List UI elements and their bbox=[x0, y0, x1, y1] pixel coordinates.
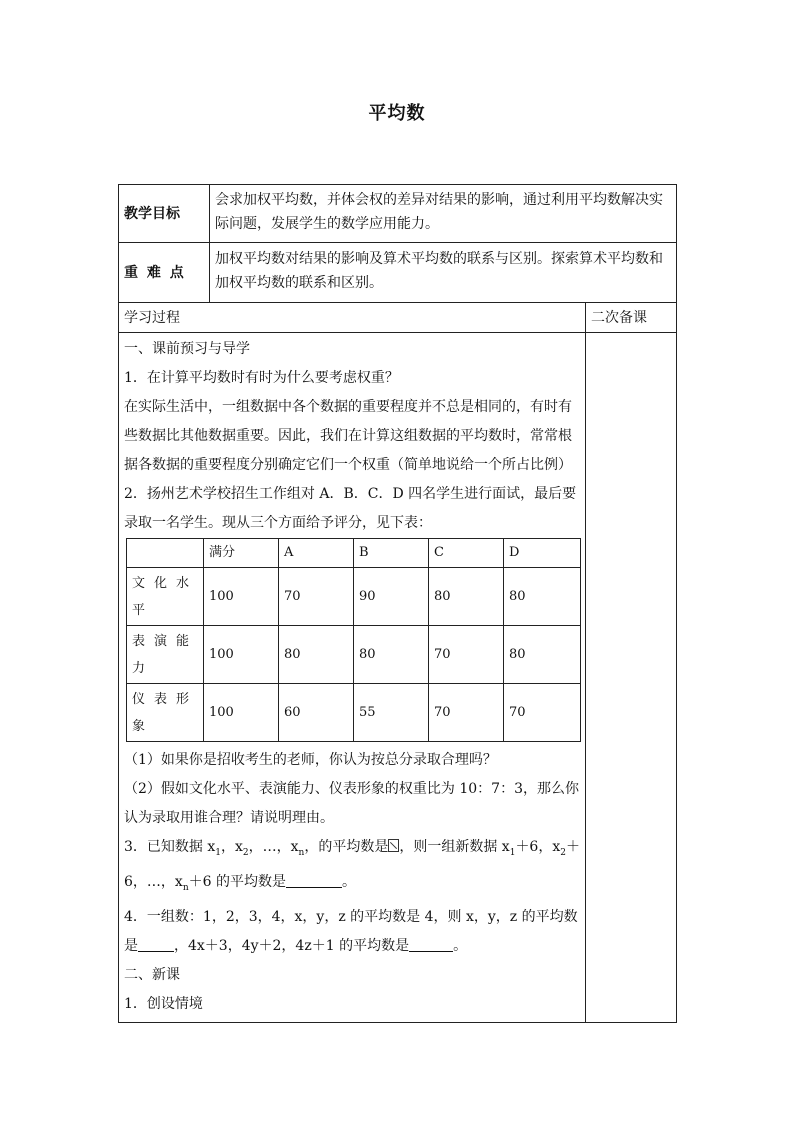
table-cell: 80 bbox=[354, 626, 429, 684]
question-3 bbox=[124, 833, 580, 903]
page-title: 平均数 bbox=[368, 103, 426, 124]
header-cell: 满分 bbox=[204, 539, 279, 568]
process-content-row bbox=[119, 333, 677, 1023]
score-table-header bbox=[127, 539, 581, 568]
row-label: 文化水平 bbox=[127, 568, 204, 626]
table-row bbox=[127, 568, 581, 626]
header-cell: C bbox=[429, 539, 504, 568]
q3-sub: 1 bbox=[215, 847, 221, 858]
section-heading: 二、新课 bbox=[124, 966, 180, 983]
row-label: 仪表形象 bbox=[127, 684, 204, 742]
q3-text: ，的平均数是 bbox=[304, 839, 389, 855]
section-heading: 一、课前预习与导学 bbox=[124, 341, 250, 357]
answer-blank bbox=[138, 937, 174, 952]
q3-text: ＋6，…，x bbox=[124, 839, 580, 890]
table-cell: 100 bbox=[204, 568, 279, 626]
q3-sub: n bbox=[182, 882, 189, 893]
score-table bbox=[126, 538, 581, 742]
question-1: 1．在计算平均数时有时为什么要考虑权重？ bbox=[124, 370, 399, 386]
difficulty-row bbox=[119, 243, 677, 303]
q3-text: ，则一组新数据 x bbox=[399, 839, 510, 855]
table-cell: 80 bbox=[504, 568, 581, 626]
table-cell: 100 bbox=[204, 684, 279, 742]
table-cell: 70 bbox=[504, 684, 581, 742]
objectives-row bbox=[119, 185, 677, 243]
answer-blank bbox=[409, 937, 453, 952]
objectives-text: 会求加权平均数，并体会权的差异对结果的影响，通过利用平均数解决实际问题，发展学生的数学应用能力。 bbox=[210, 185, 677, 243]
table-cell: 80 bbox=[429, 568, 504, 626]
table-cell: 70 bbox=[279, 568, 354, 626]
q4-text: 4．一组数：1，2，3，4，x，y，z 的平均数是 4，则 x，y，z 的平均数是 bbox=[124, 908, 578, 954]
q3-text: 。 bbox=[341, 873, 356, 890]
question-1-answer: 在实际生活中，一组数据中各个数据的重要程度并不总是相同的，有时有些数据比其他数据重要。因此，我们在计算这组数据的平均数时，常常根据各数据的重要程度分别确定它们一个权重（简单地说给一个所占比例） bbox=[124, 399, 572, 473]
header-cell: A bbox=[279, 539, 354, 568]
objectives-label: 教学目标 bbox=[119, 185, 210, 243]
question-4 bbox=[124, 903, 580, 961]
table-cell: 70 bbox=[429, 626, 504, 684]
q4-text: 。 bbox=[453, 937, 468, 954]
table-cell: 80 bbox=[279, 626, 354, 684]
sub-question-1: （1）如果你是招收考生的老师，你认为按总分录取合理吗？ bbox=[124, 752, 497, 768]
table-cell: 55 bbox=[354, 684, 429, 742]
difficulty-label: 重 难 点 bbox=[119, 243, 210, 303]
answer-blank bbox=[286, 873, 342, 888]
q3-sub: 2 bbox=[242, 847, 249, 858]
backup-header: 二次备课 bbox=[586, 303, 677, 333]
process-content bbox=[119, 333, 586, 1023]
q3-text: ，x bbox=[221, 839, 243, 855]
table-cell: 90 bbox=[354, 568, 429, 626]
formula-placeholder-icon bbox=[388, 839, 399, 852]
q4-text: ，4x＋3，4y＋2，4z＋1 的平均数是 bbox=[174, 937, 410, 954]
question-2: 2．扬州艺术学校招生工作组对 A．B．C．D 四名学生进行面试，最后要录取一名学生。现从三个方面给予评分，见下表： bbox=[124, 486, 577, 531]
difficulty-text: 加权平均数对结果的影响及算术平均数的联系与区别。探索算术平均数和加权平均数的联系和区别。 bbox=[210, 243, 677, 303]
q3-sub: n bbox=[298, 847, 305, 858]
table-row bbox=[127, 684, 581, 742]
process-header: 学习过程 bbox=[119, 303, 586, 333]
row-label: 表演能力 bbox=[127, 626, 204, 684]
header-cell bbox=[127, 539, 204, 568]
table-row bbox=[127, 626, 581, 684]
lesson-plan-table bbox=[118, 184, 677, 1023]
q3-sub: 2 bbox=[560, 847, 566, 858]
header-cell: D bbox=[504, 539, 581, 568]
q3-text: ，…，x bbox=[248, 839, 299, 855]
q3-text: ＋6，x bbox=[515, 839, 561, 855]
backup-column bbox=[586, 333, 677, 1023]
table-cell: 60 bbox=[279, 684, 354, 742]
table-cell: 80 bbox=[504, 626, 581, 684]
table-cell: 100 bbox=[204, 626, 279, 684]
header-cell: B bbox=[354, 539, 429, 568]
table-cell: 70 bbox=[429, 684, 504, 742]
sub-question-2: （2）假如文化水平、表演能力、仪表形象的权重比为 10：7：3，那么你认为录取用谁合理？请说明理由。 bbox=[124, 781, 579, 826]
process-header-row bbox=[119, 303, 677, 333]
q3-text: ＋6 的平均数是 bbox=[188, 873, 286, 890]
q3-text: 3．已知数据 x bbox=[124, 839, 216, 855]
sub-heading: 1．创设情境 bbox=[124, 995, 203, 1012]
q3-sub: 1 bbox=[509, 847, 516, 858]
